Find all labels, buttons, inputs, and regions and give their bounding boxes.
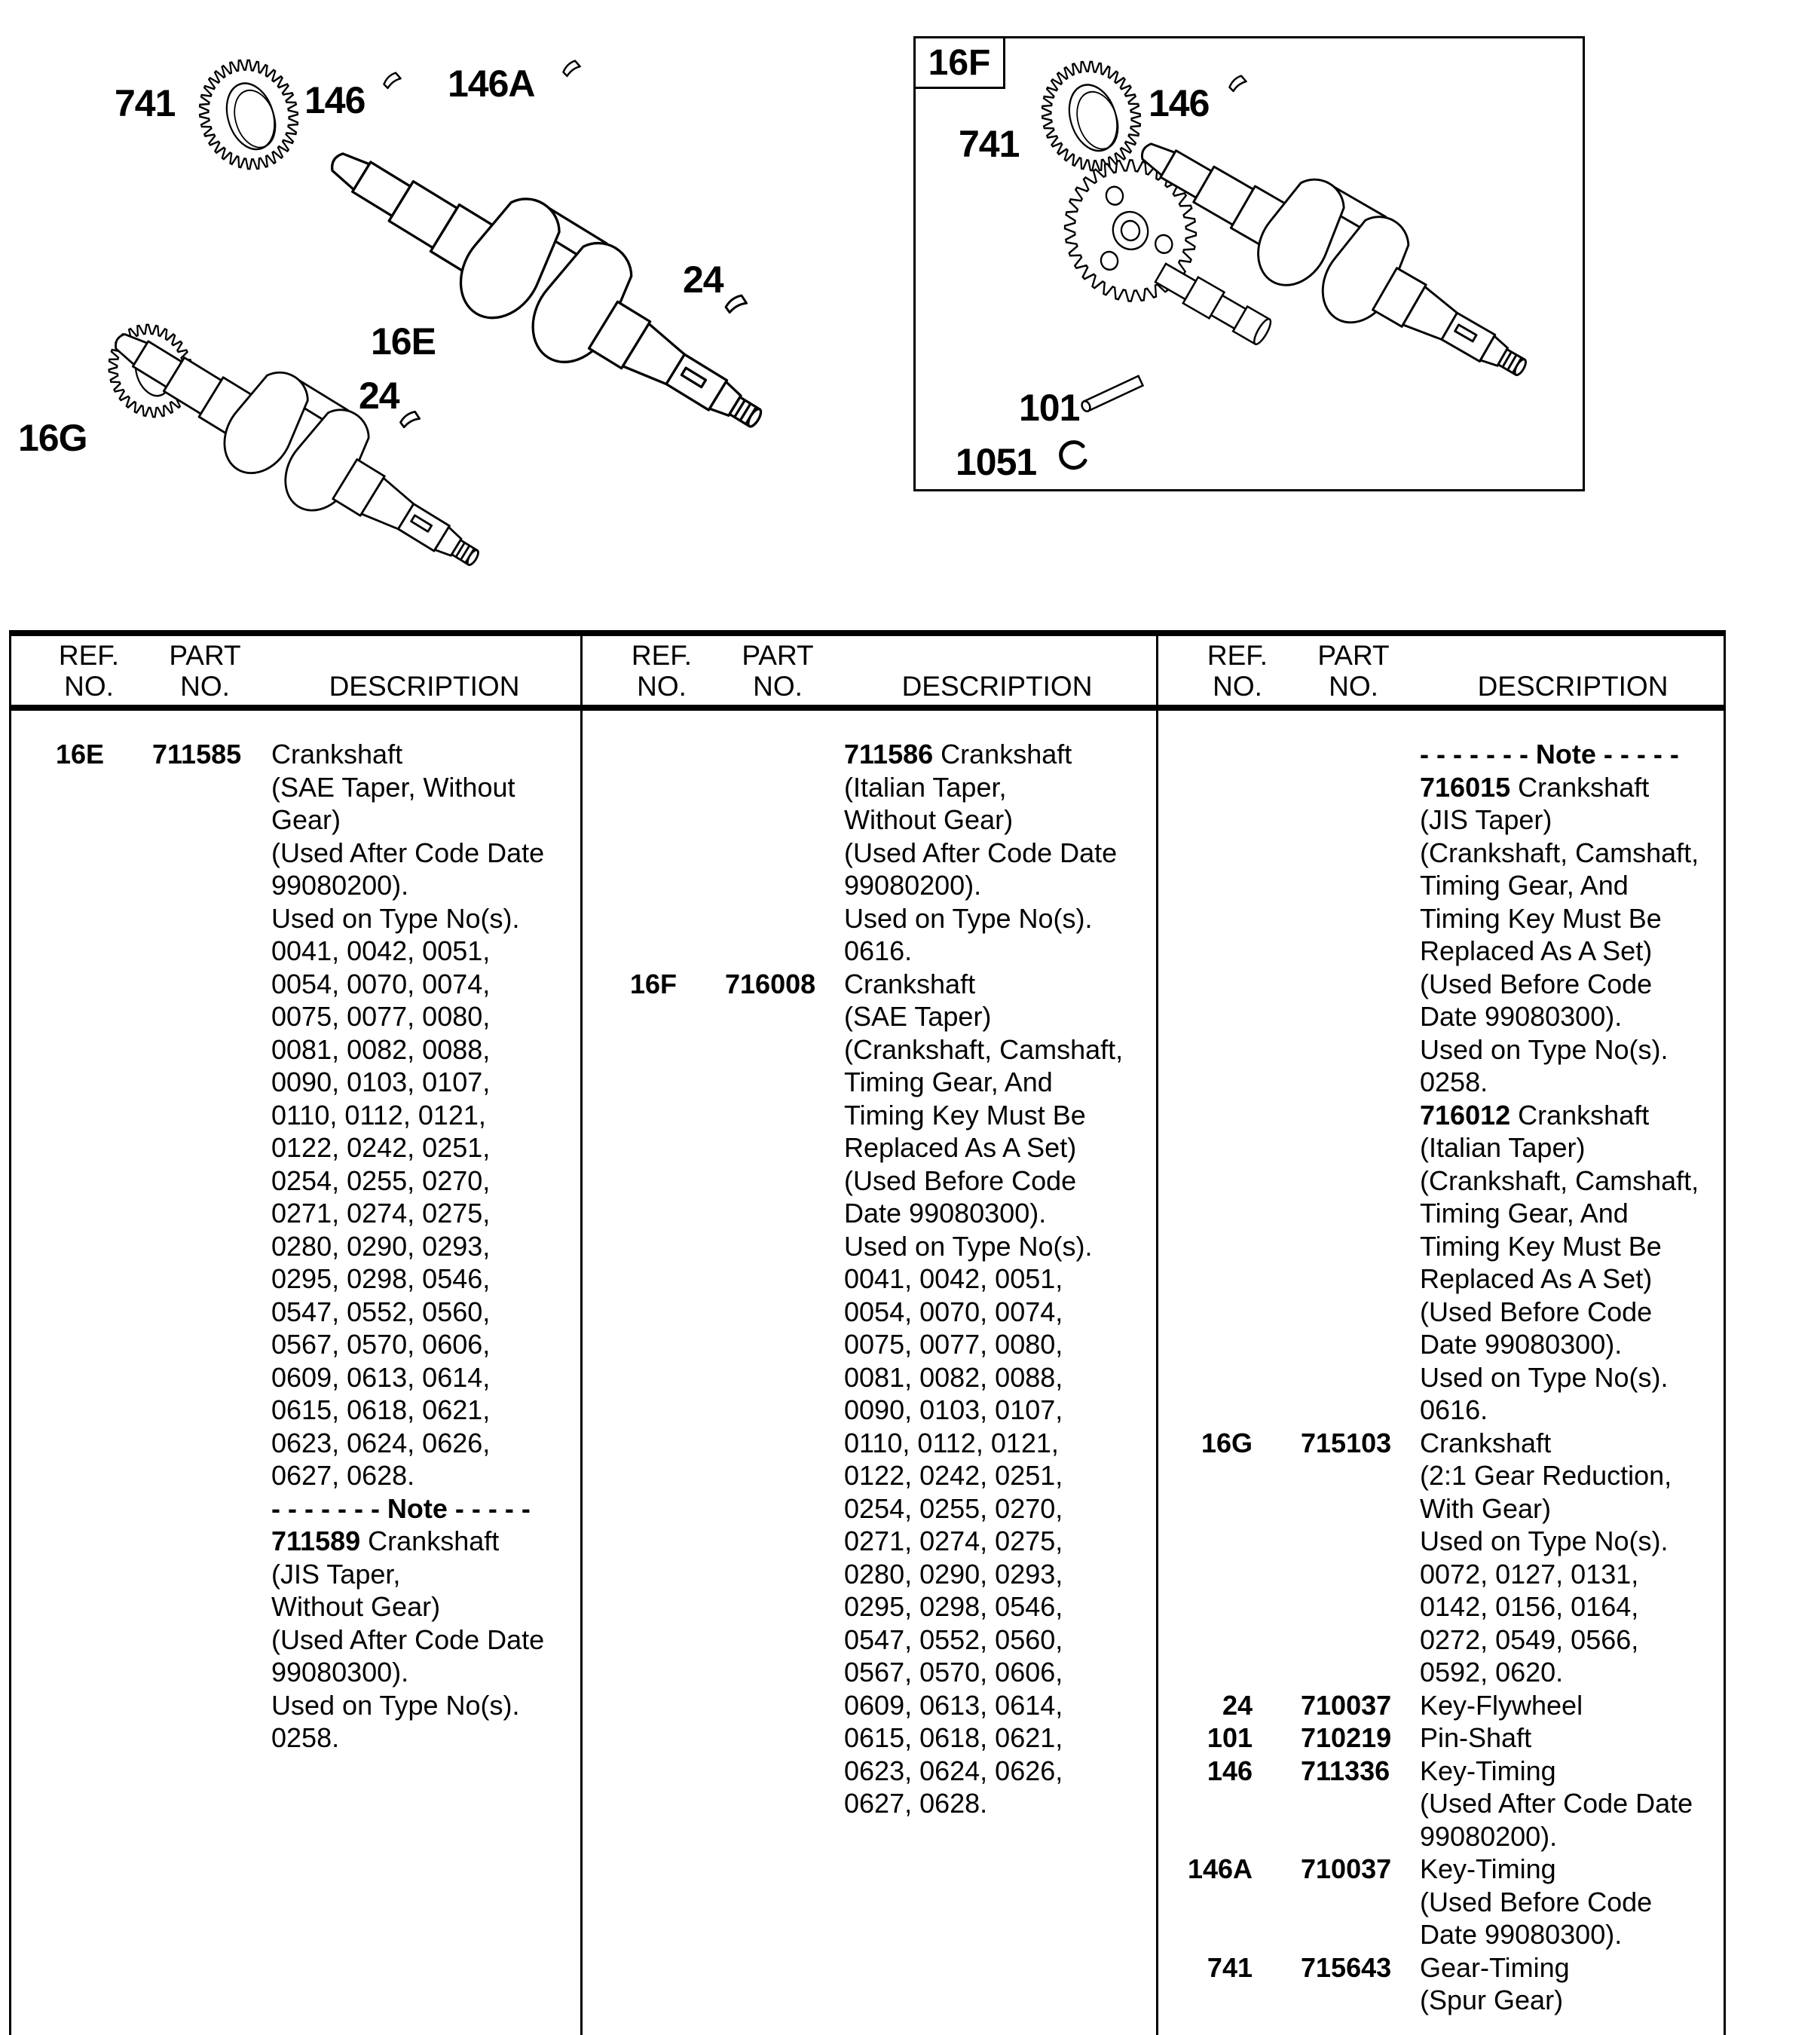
part-label-24-upper: 24 — [683, 259, 723, 301]
table-line — [582, 1492, 1156, 1525]
table-line — [1158, 1721, 1724, 1755]
description: Without Gear) — [844, 804, 1014, 835]
table-line — [9, 1394, 580, 1427]
table-line — [9, 1558, 580, 1591]
description: 0295, 0298, 0546, — [844, 1591, 1063, 1622]
table-line — [582, 1525, 1156, 1558]
table-line — [582, 1262, 1156, 1296]
description: 0609, 0613, 0614, — [271, 1361, 491, 1393]
description: (SAE Taper) — [844, 1001, 992, 1032]
part-no: 715643 — [1301, 1951, 1392, 1983]
table-line — [9, 869, 580, 902]
part-no: 711336 — [1301, 1755, 1390, 1786]
description: 0041, 0042, 0051, — [271, 935, 491, 966]
description: 0627, 0628. — [271, 1460, 415, 1491]
ref-no: 146 — [1207, 1755, 1253, 1786]
part-no: 711585 — [152, 739, 242, 770]
description: (Used After Code Date — [1420, 1788, 1693, 1819]
ref-no: 24 — [1222, 1689, 1253, 1721]
description: Crankshaft — [271, 739, 403, 770]
table-line — [1158, 738, 1724, 771]
column-header: REF. — [1207, 640, 1268, 671]
table-line — [582, 1033, 1156, 1066]
description: - - - - - - - Note - - - - - — [271, 1492, 531, 1524]
table-line — [9, 1000, 580, 1033]
description: 716015 Crankshaft — [1420, 771, 1650, 803]
table-line — [9, 1656, 580, 1689]
description: 0254, 0255, 0270, — [844, 1492, 1063, 1524]
description: 0567, 0570, 0606, — [271, 1329, 491, 1360]
table-line — [582, 1558, 1156, 1591]
description: (Used Before Code — [1420, 968, 1653, 999]
table-line — [1158, 837, 1724, 870]
description: 0054, 0070, 0074, — [844, 1296, 1063, 1327]
table-line — [1158, 1197, 1724, 1230]
table-line — [582, 1689, 1156, 1722]
table-line — [9, 1427, 580, 1460]
table-line — [9, 1361, 580, 1394]
description: 0075, 0077, 0080, — [844, 1329, 1063, 1360]
table-line — [1158, 1099, 1724, 1132]
table-line — [1158, 1164, 1724, 1198]
description: 711589 Crankshaft — [271, 1525, 500, 1556]
description: Key-Timing — [1420, 1755, 1556, 1786]
description: 0075, 0077, 0080, — [271, 1001, 491, 1032]
description: 0081, 0082, 0088, — [844, 1361, 1063, 1393]
table-line — [9, 1262, 580, 1296]
description: Timing Key Must Be — [1420, 1230, 1662, 1262]
table-line — [9, 1721, 580, 1755]
table-line — [9, 1099, 580, 1132]
description: (Crankshaft, Camshaft, — [1420, 1164, 1699, 1196]
description: 0271, 0274, 0275, — [844, 1525, 1063, 1556]
description: Timing Key Must Be — [844, 1099, 1086, 1131]
description: (SAE Taper, Without — [271, 771, 515, 803]
description: (Used After Code Date — [844, 837, 1118, 868]
description: Replaced As A Set) — [1420, 935, 1653, 966]
description: Gear) — [271, 804, 341, 835]
table-line — [9, 771, 580, 804]
table-line — [582, 1721, 1156, 1755]
table-line — [9, 1492, 580, 1525]
description: Crankshaft — [844, 968, 976, 999]
description: 0122, 0242, 0251, — [844, 1460, 1063, 1491]
table-line — [1158, 771, 1724, 804]
description: (Used After Code Date — [271, 1623, 545, 1655]
description: 0627, 0628. — [844, 1788, 988, 1819]
description: Replaced As A Set) — [1420, 1263, 1653, 1294]
part-label-101: 101 — [1019, 387, 1080, 429]
table-line — [9, 902, 580, 935]
table-line — [582, 1131, 1156, 1164]
table-line — [1158, 1755, 1724, 1788]
column-header: REF. — [631, 640, 693, 671]
table-line — [582, 1459, 1156, 1492]
description: 0271, 0274, 0275, — [271, 1198, 491, 1229]
inset-box-16f — [913, 36, 1585, 491]
table-line — [1158, 1590, 1724, 1623]
key-146a-left — [563, 59, 581, 78]
description: 0054, 0070, 0074, — [271, 968, 491, 999]
ref-no: 101 — [1207, 1722, 1253, 1753]
description: 0547, 0552, 0560, — [844, 1623, 1063, 1655]
table-line — [582, 1099, 1156, 1132]
description: (Used Before Code — [844, 1164, 1077, 1196]
part-label-146-left: 146 — [304, 79, 366, 121]
description: Used on Type No(s). — [1420, 1361, 1669, 1393]
description: Gear-Timing — [1420, 1951, 1570, 1983]
column-header: DESCRIPTION — [901, 671, 1093, 702]
description: Used on Type No(s). — [1420, 1525, 1669, 1556]
table-line — [1158, 1492, 1724, 1525]
description: 0616. — [844, 935, 913, 966]
description: (JIS Taper) — [1420, 804, 1552, 835]
description: Used on Type No(s). — [271, 902, 520, 934]
part-no: 716008 — [725, 968, 816, 999]
ref-no: 741 — [1207, 1951, 1253, 1983]
table-line — [9, 1296, 580, 1329]
table-line — [1158, 1328, 1724, 1361]
table-line — [9, 1689, 580, 1722]
inset-box-16f-tag: 16F — [913, 36, 1005, 89]
table-line — [1158, 1525, 1724, 1558]
table-line — [1158, 1066, 1724, 1099]
description: Used on Type No(s). — [1420, 1033, 1669, 1065]
table-line — [9, 1459, 580, 1492]
description: - - - - - - - Note - - - - - — [1420, 739, 1679, 770]
description: 0122, 0242, 0251, — [271, 1132, 491, 1163]
description: 711586 Crankshaft — [844, 739, 1072, 770]
table-line — [1158, 1689, 1724, 1722]
description: 0081, 0082, 0088, — [271, 1033, 491, 1065]
description: 0072, 0127, 0131, — [1420, 1558, 1639, 1590]
part-label-741-right: 741 — [959, 123, 1020, 165]
table-line — [582, 1427, 1156, 1460]
table-line — [9, 935, 580, 968]
table-line — [1158, 1984, 1724, 2017]
description: 0258. — [1420, 1066, 1488, 1097]
table-line — [582, 1394, 1156, 1427]
key-24-upper — [724, 292, 748, 317]
description: (JIS Taper, — [271, 1558, 401, 1590]
table-top-rule — [9, 630, 1726, 636]
column-header: PART — [1317, 640, 1390, 671]
description: 0272, 0549, 0566, — [1420, 1623, 1639, 1655]
description: 0110, 0112, 0121, — [271, 1099, 486, 1131]
description: 0592, 0620. — [1420, 1657, 1564, 1688]
table-line — [582, 869, 1156, 902]
table-line — [1158, 1296, 1724, 1329]
table-line — [1158, 1394, 1724, 1427]
table-line — [582, 1328, 1156, 1361]
description: Date 99080300). — [844, 1198, 1047, 1229]
table-line — [1158, 1459, 1724, 1492]
part-no: 710219 — [1301, 1722, 1392, 1753]
table-line — [582, 738, 1156, 771]
column-header: REF. — [58, 640, 120, 671]
description: 0623, 0624, 0626, — [271, 1427, 491, 1458]
description: (Crankshaft, Camshaft, — [844, 1033, 1124, 1065]
table-line — [1158, 1623, 1724, 1657]
table-line — [1158, 1918, 1724, 1951]
table-line — [1158, 1820, 1724, 1853]
description: Used on Type No(s). — [271, 1689, 520, 1721]
table-line — [9, 1033, 580, 1066]
column-header: PART — [742, 640, 814, 671]
description: Timing Gear, And — [844, 1066, 1053, 1097]
table-line — [582, 803, 1156, 837]
part-no: 710037 — [1301, 1853, 1392, 1884]
part-label-741-left: 741 — [115, 82, 176, 124]
table-line — [9, 837, 580, 870]
description: Replaced As A Set) — [844, 1132, 1077, 1163]
column-header: NO. — [180, 671, 230, 702]
part-label-146-right: 146 — [1149, 82, 1210, 124]
description: Date 99080300). — [1420, 1001, 1623, 1032]
part-label-16e: 16E — [371, 320, 436, 363]
description: 0254, 0255, 0270, — [271, 1164, 491, 1196]
table-line — [1158, 1558, 1724, 1591]
description: 99080300). — [271, 1657, 409, 1688]
description: 0110, 0112, 0121, — [844, 1427, 1059, 1458]
table-line — [582, 1296, 1156, 1329]
table-line — [582, 1590, 1156, 1623]
description: 0615, 0618, 0621, — [844, 1722, 1063, 1753]
table-line — [9, 1131, 580, 1164]
table-line — [1158, 902, 1724, 935]
description: Crankshaft — [1420, 1427, 1552, 1458]
table-line — [9, 1230, 580, 1263]
table-line — [582, 837, 1156, 870]
part-label-146a: 146A — [448, 63, 535, 105]
table-border-right — [1724, 630, 1726, 2035]
table-line — [582, 935, 1156, 968]
table-line — [1158, 1886, 1724, 1919]
table-line — [9, 803, 580, 837]
description: Key-Timing — [1420, 1853, 1556, 1884]
table-line — [1158, 1033, 1724, 1066]
table-line — [9, 1066, 580, 1099]
description: (2:1 Gear Reduction, — [1420, 1460, 1672, 1491]
part-no: 710037 — [1301, 1689, 1392, 1721]
table-line — [582, 1000, 1156, 1033]
description: 0616. — [1420, 1394, 1488, 1425]
part-label-16g: 16G — [18, 417, 87, 459]
table-line — [1158, 1427, 1724, 1460]
description: 716012 Crankshaft — [1420, 1099, 1650, 1131]
table-line — [9, 738, 580, 771]
table-line — [1158, 1131, 1724, 1164]
description: (Crankshaft, Camshaft, — [1420, 837, 1699, 868]
table-line — [1158, 1262, 1724, 1296]
table-line — [9, 1164, 580, 1198]
table-line — [9, 1525, 580, 1558]
description: 99080200). — [844, 870, 982, 901]
description: 99080200). — [1420, 1820, 1558, 1852]
description: (Used Before Code — [1420, 1296, 1653, 1327]
key-24-lower — [399, 409, 421, 431]
description: Date 99080300). — [1420, 1919, 1623, 1950]
column-header: DESCRIPTION — [329, 671, 520, 702]
table-line — [582, 968, 1156, 1001]
table-line — [582, 771, 1156, 804]
description: 0090, 0103, 0107, — [844, 1394, 1063, 1425]
table-line — [582, 1623, 1156, 1657]
column-header: DESCRIPTION — [1477, 671, 1669, 702]
column-header: NO. — [753, 671, 803, 702]
description: Date 99080300). — [1420, 1329, 1623, 1360]
table-line — [1158, 968, 1724, 1001]
column-header: NO. — [64, 671, 114, 702]
table-line — [1158, 1951, 1724, 1985]
table-line — [1158, 1230, 1724, 1263]
description: 0615, 0618, 0621, — [271, 1394, 491, 1425]
description: (Used Before Code — [1420, 1886, 1653, 1917]
table-line — [582, 1755, 1156, 1788]
part-label-1051: 1051 — [956, 441, 1037, 483]
description: 0295, 0298, 0546, — [271, 1263, 491, 1294]
description: 99080200). — [271, 870, 409, 901]
ref-no: 16E — [55, 739, 104, 770]
description: (Italian Taper, — [844, 771, 1007, 803]
description: 0142, 0156, 0164, — [1420, 1591, 1639, 1622]
description: (Used After Code Date — [271, 837, 545, 868]
description: Timing Gear, And — [1420, 870, 1629, 901]
ref-no: 16G — [1201, 1427, 1253, 1458]
table-line — [582, 1230, 1156, 1263]
description: Used on Type No(s). — [844, 902, 1093, 934]
timing-gear-741-left — [185, 47, 311, 182]
table-line — [1158, 1656, 1724, 1689]
description: Timing Gear, And — [1420, 1198, 1629, 1229]
table-line — [582, 1164, 1156, 1198]
part-label-24-lower: 24 — [359, 375, 399, 417]
table-line — [9, 1328, 580, 1361]
description: 0567, 0570, 0606, — [844, 1657, 1063, 1688]
table-line — [9, 1590, 580, 1623]
description: (Spur Gear) — [1420, 1985, 1564, 2015]
table-line — [582, 1066, 1156, 1099]
table-line — [1158, 869, 1724, 902]
description: 0258. — [271, 1722, 340, 1753]
table-line — [9, 1623, 580, 1657]
column-header: PART — [169, 640, 241, 671]
table-line — [1158, 1853, 1724, 1886]
description: Without Gear) — [271, 1591, 441, 1622]
description: With Gear) — [1420, 1492, 1552, 1524]
column-header: NO. — [1329, 671, 1378, 702]
key-146-left — [384, 71, 402, 90]
description: 0090, 0103, 0107, — [271, 1066, 491, 1097]
description: 0609, 0613, 0614, — [844, 1689, 1063, 1721]
table-line — [582, 1656, 1156, 1689]
table-line — [1158, 1787, 1724, 1820]
table-line — [9, 968, 580, 1001]
description: Used on Type No(s). — [844, 1230, 1093, 1262]
description: 0280, 0290, 0293, — [844, 1558, 1063, 1590]
ref-no: 146A — [1187, 1853, 1253, 1884]
description: Pin-Shaft — [1420, 1722, 1532, 1753]
description: Timing Key Must Be — [1420, 902, 1662, 934]
description: (Italian Taper) — [1420, 1132, 1586, 1163]
ref-no: 16F — [629, 968, 677, 999]
table-line — [582, 1361, 1156, 1394]
description: 0547, 0552, 0560, — [271, 1296, 491, 1327]
table-line — [582, 1787, 1156, 1820]
table-line — [1158, 803, 1724, 837]
table-line — [9, 1197, 580, 1230]
description: 0041, 0042, 0051, — [844, 1263, 1063, 1294]
table-line — [582, 902, 1156, 935]
column-header: NO. — [637, 671, 687, 702]
table-header-rule — [9, 705, 1726, 711]
description: 0280, 0290, 0293, — [271, 1230, 491, 1262]
column-header: NO. — [1213, 671, 1262, 702]
description: Key-Flywheel — [1420, 1689, 1583, 1721]
description: 0623, 0624, 0626, — [844, 1755, 1063, 1786]
table-line — [1158, 1361, 1724, 1394]
table-line — [1158, 1000, 1724, 1033]
table-line — [1158, 935, 1724, 968]
table-line — [582, 1197, 1156, 1230]
part-no: 715103 — [1301, 1427, 1392, 1458]
